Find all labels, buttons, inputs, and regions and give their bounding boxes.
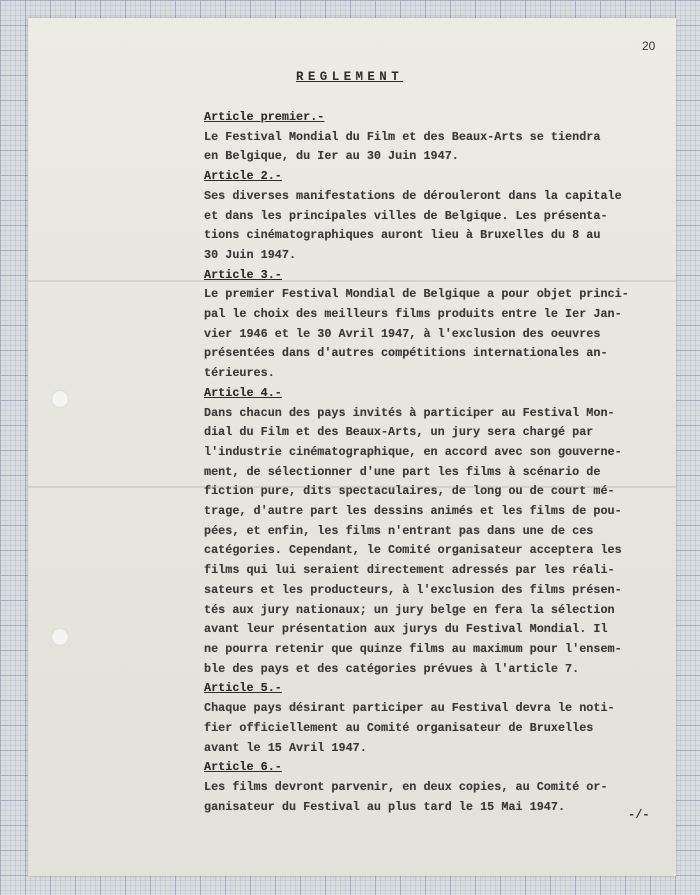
text-line: ganisateur du Festival au plus tard le 15 Mai 1947. [204,799,566,814]
text-line: présentées dans d'autres compétitions internationales an- [204,346,608,361]
text-line: ne pourra retenir que quinze films au maximum pour l'ensem- [204,641,622,656]
punch-hole [51,628,69,646]
text-line: fiction pure, dits spectaculaires, de long ou de court mé- [204,484,615,499]
text-line: ble des pays et des catégories prévues à l'article 7. [204,661,580,676]
text-line: pal le choix des meilleurs films produits entre le Ier Jan- [204,307,622,322]
article-heading: Article premier.- [204,110,325,124]
text-line: dial du Film et des Beaux-Arts, un jury sera chargé par [204,425,594,440]
text-line: Le premier Festival Mondial de Belgique a pour objet princi- [204,287,629,302]
document-title: REGLEMENT [296,70,404,84]
article-heading: Article 2.- [204,169,282,184]
article-heading: Article 4.- [204,385,282,400]
text-line: Chaque pays désirant participer au Festival devra le noti- [204,701,615,716]
document-page [28,18,676,876]
article-heading: Article 3.- [204,267,282,282]
text-line: Ses diverses manifestations de dérouleront dans la capitale [204,188,622,203]
text-line: tés aux jury nationaux; un jury belge en fera la sélection [204,602,615,617]
text-line: sateurs et les producteurs, à l'exclusion des films présen- [204,582,622,597]
article-heading: Article 5.- [204,681,282,696]
text-line: 30 Juin 1947. [204,247,297,262]
text-line: avant leur présentation aux jurys du Festival Mondial. Il [204,622,608,637]
text-line: fier officiellement au Comité organisateur de Bruxelles [204,720,594,735]
text-line: pées, et enfin, les films n'entrant pas dans une de ces [204,523,594,538]
punch-hole [51,390,69,408]
text-line: catégories. Cependant, le Comité organisateur acceptera les [204,543,622,558]
text-line: avant le 15 Avril 1947. [204,740,367,755]
text-line: Dans chacun des pays invités à participer au Festival Mon- [204,405,615,420]
page-number: 20 [642,39,656,53]
text-line: trage, d'autre part les dessins animés et les films de pou- [204,504,622,519]
text-line: films qui lui seraient directement adressés par les réali- [204,563,615,578]
text-line: et dans les principales villes de Belgique. Les présenta- [204,208,608,223]
text-line: tions cinématographiques auront lieu à Bruxelles du 8 au [204,228,601,243]
text-line: vier 1946 et le 30 Avril 1947, à l'exclusion des oeuvres [204,326,601,341]
text-line: térieures. [204,366,275,381]
text-line: l'industrie cinématographique, en accord avec son gouverne- [204,444,622,459]
text-line: en Belgique, du Ier au 30 Juin 1947. [204,149,459,164]
text-line: Le Festival Mondial du Film et des Beaux-Arts se tiendra [204,129,601,144]
continuation-mark: -/- [628,808,650,822]
document-body [204,108,674,817]
article-heading: Article 6.- [204,760,282,775]
text-line: Les films devront parvenir, en deux copies, au Comité or- [204,779,608,794]
text-line: ment, de sélectionner d'une part les films à scénario de [204,464,601,479]
